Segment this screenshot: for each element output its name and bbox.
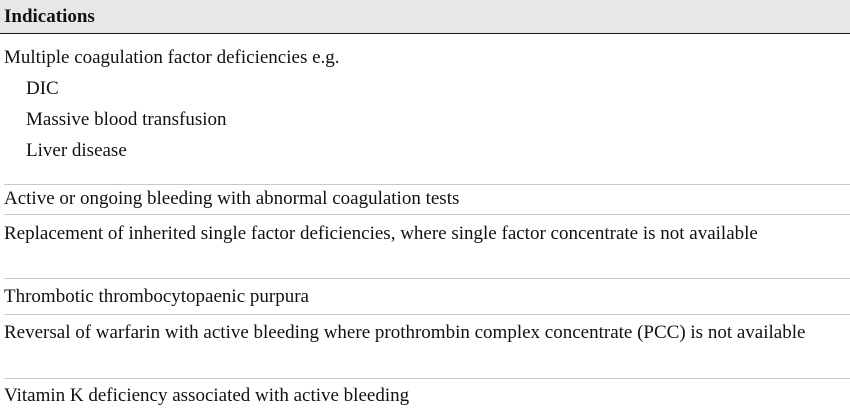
table-header (0, 0, 850, 34)
sub-item: Massive blood transfusion (26, 109, 227, 130)
row-text: Thrombotic thrombocytopaenic purpura (4, 286, 309, 307)
row-text: Vitamin K deficiency associated with active bleeding (4, 385, 410, 406)
table-row (4, 315, 850, 379)
table-row (4, 379, 850, 413)
table-body (0, 34, 850, 413)
table-row (4, 279, 850, 315)
header-indications: Indications (4, 5, 95, 27)
sub-item: Liver disease (26, 140, 127, 161)
row-text: Multiple coagulation factor deficiencies e.g. (4, 47, 340, 68)
row-text: Replacement of inherited single factor deficiencies, where single factor concentrate is not available (4, 223, 758, 244)
row-text: Active or ongoing bleeding with abnormal coagulation tests (4, 188, 460, 209)
table-row (4, 215, 850, 279)
sub-item: DIC (26, 78, 59, 99)
table-row (4, 34, 850, 185)
row-text: Reversal of warfarin with active bleeding where prothrombin complex concentrate (PCC) is not available (4, 322, 806, 343)
table-row (4, 185, 850, 215)
